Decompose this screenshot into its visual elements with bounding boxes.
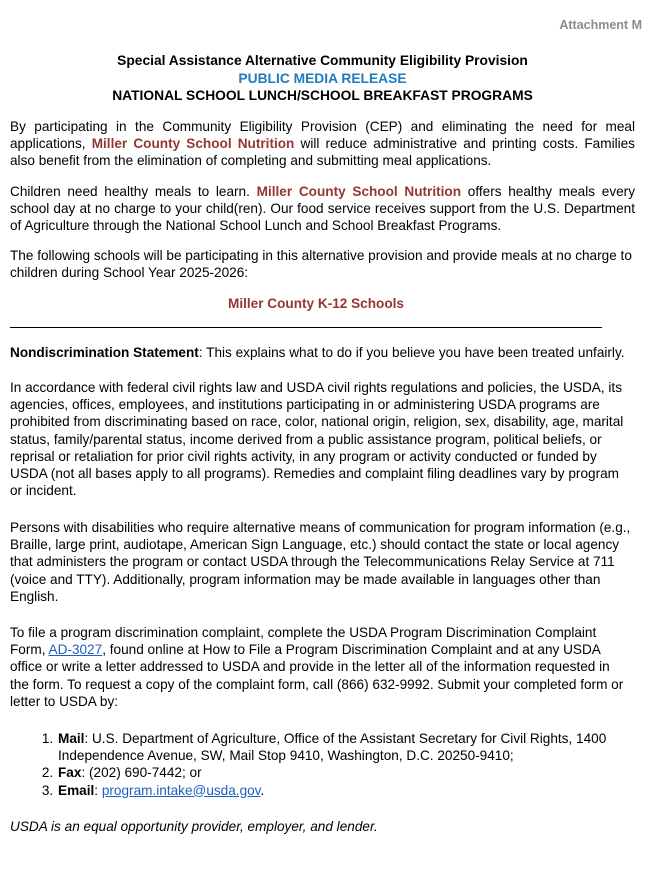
- list-item-fax: 2. Fax: (202) 690-7442; or: [57, 764, 635, 781]
- paragraph-healthy-meals: Children need healthy meals to learn. Miller County School Nutrition offers healthy meals every school day at no charge to your child(ren). Our food service receives support from the U.S. Department of Agriculture through the National School Lunch and School Breakfast Programs.: [10, 184, 636, 234]
- list-item-mail: 1. Mail: U.S. Department of Agriculture, Office of the Assistant Secretary for Civil Rights, 1400 Independence Avenue, SW, Mail Stop 9410, Washington, D.C. 20250-9410;: [57, 730, 635, 764]
- paragraph-participating: The following schools will be participating in this alternative provision and provide meals at no charge to children during School Year 2025-2026:: [10, 248, 632, 281]
- paragraph-complaint: To file a program discrimination complaint, complete the USDA Program Discrimination Complaint Form, AD-3027, found online at How to File a Program Discrimination Complaint and at any USDA office or write a letter addressed to USDA and provide in the letter all of the information requested in the form. To request a copy of the complaint form, call (866) 632-9992. Submit your completed form or letter to USDA by:: [10, 625, 624, 709]
- header-program: NATIONAL SCHOOL LUNCH/SCHOOL BREAKFAST PROGRAMS: [112, 88, 533, 103]
- paragraph-civil-rights: In accordance with federal civil rights law and USDA civil rights regulations and policies, the USDA, its agencies, offices, employees, and institutions participating in or administering USDA programs are prohibited from discriminating based on race, color, national origin, religion, sex, disability, age, marital status, family/parental status, income derived from a public assistance program, political beliefs, or reprisal or retaliation for prior civil rights activity, in any program or activity conducted or funded by USDA (not all bases apply to all programs). Remedies and complaint filing deadlines vary by program or incident.: [10, 380, 624, 499]
- attachment-label: Attachment M: [559, 18, 642, 32]
- list-item-email: 3. Email: program.intake@usda.gov.: [57, 782, 635, 799]
- paragraph-cep: By participating in the Community Eligibility Provision (CEP) and eliminating the need for meal applications, Miller County School Nutrition will reduce administrative and printing costs. Families also benefit from the elimination of completing and submitting meal applications.: [10, 119, 635, 169]
- header-subtitle: PUBLIC MEDIA RELEASE: [238, 70, 407, 86]
- paragraph-disabilities: Persons with disabilities who require alternative means of communication for program information (e.g., Braille, large print, audiotape, American Sign Language, etc.) should contact the state or local agency that administers the program or contact USDA through the Telecommunications Relay Service at 711 (voice and TTY). Additionally, program information may be made available in languages other than English.: [10, 520, 631, 604]
- divider: [10, 327, 602, 328]
- footer-statement: USDA is an equal opportunity provider, employer, and lender.: [10, 819, 378, 834]
- header-title: Special Assistance Alternative Community Eligibility Provision: [117, 53, 528, 68]
- submission-list: [10, 730, 635, 799]
- org-name: Miller County School Nutrition: [256, 184, 462, 199]
- document-header: [10, 52, 635, 105]
- ad-3027-link[interactable]: AD-3027: [48, 642, 103, 658]
- email-link[interactable]: program.intake@usda.gov: [101, 782, 261, 798]
- schools-name: Miller County K-12 Schools: [228, 296, 404, 311]
- org-name: Miller County School Nutrition: [91, 136, 295, 152]
- nondiscrimination-heading: Nondiscrimination Statement: This explains what to do if you believe you have been treated unfairly.: [10, 345, 625, 360]
